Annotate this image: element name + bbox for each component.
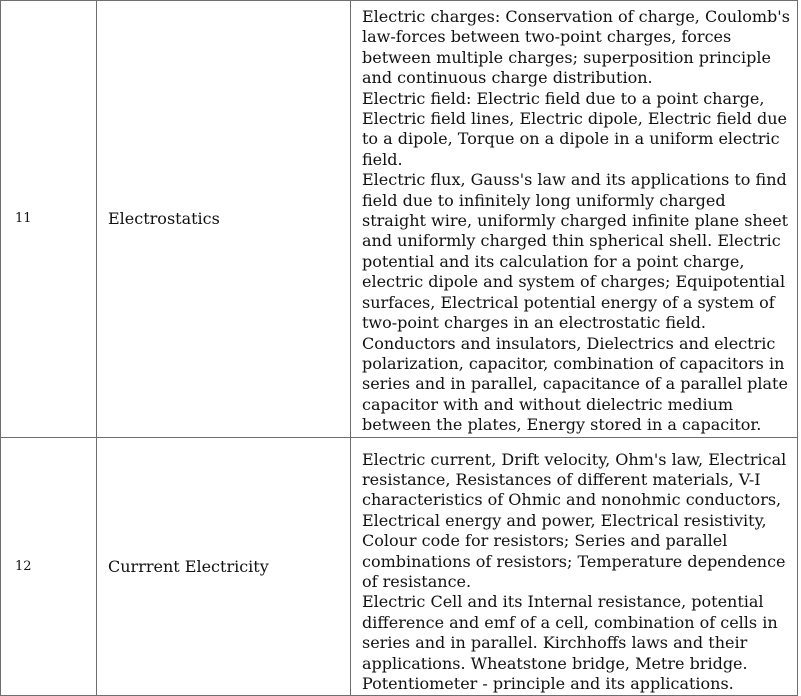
topic-paragraph: Electric current, Drift velocity, Ohm's law, Electrical resistance, Resistances of different materials, V-I characteristics of Ohmic and nonohmic conductors, Electrical energy and power, Electrical resistivity, Colour code for resistors; Series and parallel combinations of resistors; Temperature dependence of resistance. <box>362 449 787 591</box>
topic-paragraph: Potentiometer - principle and its applications. <box>362 674 734 693</box>
topic-paragraph: Electric flux, Gauss's law and its applications to find field due to infinitely long uniformly charged straight wire, uniformly charged infinite plane sheet and uniformly charged thin spherical shell. Electric potential and its calculation for a point charge, electric dipole and system of charges; Equipotential surfaces, Electrical potential energy of a system of two-point charges in an electrostatic field. <box>362 170 789 333</box>
topic-paragraph: Electric Cell and its Internal resistance, potential difference and emf of a cell, combination of cells in series and in parallel. Kirchhoffs laws and their applications. Wheatstone bridge, Metre bridge. <box>362 592 778 673</box>
topic-paragraph: Electric charges: Conservation of charge, Coulomb's law-forces between two-point charges, forces between multiple charges; superposition principle and continuous charge distribution. <box>362 7 790 88</box>
unit-number-cell: 11 <box>1 1 97 438</box>
unit-name-cell: Currrent Electricity <box>97 437 351 696</box>
unit-name-cell: Electrostatics <box>97 1 351 438</box>
topics-cell <box>351 1 798 438</box>
unit-number-cell: 12 <box>1 437 97 696</box>
table-row <box>1 1 798 438</box>
topics-cell <box>351 437 798 696</box>
table-row <box>1 437 798 696</box>
topic-paragraph: Conductors and insulators, Dielectrics and electric polarization, capacitor, combination of capacitors in series and in parallel, capacitance of a parallel plate capacitor with and without dielectric medium between the plates, Energy stored in a capacitor. <box>362 333 788 435</box>
topic-paragraph: Electric field: Electric field due to a point charge, Electric field lines, Electric dipole, Electric field due to a dipole, Torque on a dipole in a uniform electric field. <box>362 88 787 169</box>
